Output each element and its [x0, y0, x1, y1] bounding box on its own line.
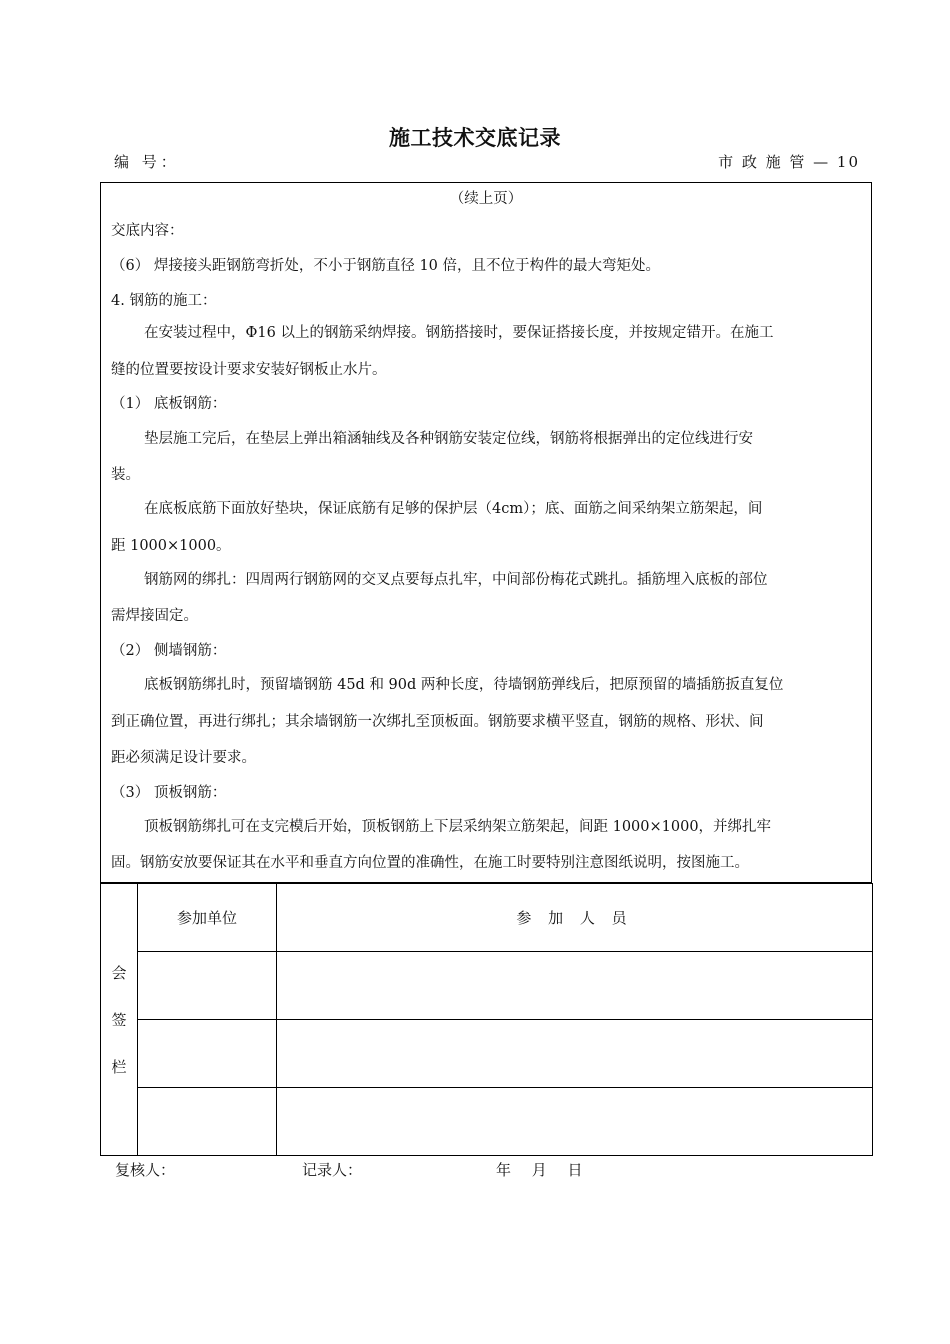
recorder-label: 记录人：	[302, 1161, 363, 1179]
content-line: 固。钢筋安放要保证其在水平和垂直方向位置的准确性，在施工时要特别注意图纸说明，按图施工。	[111, 855, 749, 871]
subsection-heading: （1） 底板钢筋：	[111, 396, 227, 412]
unit-cell[interactable]	[138, 1088, 277, 1156]
content-line: 距 1000×1000。	[111, 538, 231, 554]
unit-cell[interactable]	[138, 952, 277, 1020]
content-line: （6） 焊接接头距钢筋弯折处，不小于钢筋直径 10 倍，且不位于构件的最大弯矩处。	[111, 258, 661, 274]
continued-note: （续上页）	[449, 191, 523, 207]
briefing-content-box	[100, 182, 872, 883]
people-cell[interactable]	[277, 952, 873, 1020]
signature-table	[100, 883, 873, 1156]
participants-header-text: 参 加 人 员	[516, 909, 633, 927]
content-line: 缝的位置要按设计要求安装好钢板止水片。	[111, 362, 387, 378]
countersign-char: 栏	[111, 1058, 127, 1076]
content-line: 垫层施工完后，在垫层上弹出箱涵轴线及各种钢筋安装定位线，钢筋将根据弹出的定位线进行安	[144, 431, 753, 447]
content-line: 在安装过程中，Φ16 以上的钢筋采纳焊接。钢筋搭接时，要保证搭接长度，并按规定错开。在施工	[144, 325, 774, 341]
reviewer-label: 复核人：	[115, 1161, 176, 1179]
document-title: 施工技术交底记录	[389, 125, 561, 150]
countersign-char: 签	[111, 1011, 127, 1029]
content-line: 需焊接固定。	[111, 608, 198, 624]
content-line: 在底板底筋下面放好垫块，保证底筋有足够的保护层（4cm）；底、面筋之间采纳架立筋架起，间	[144, 501, 763, 517]
content-line: 顶板钢筋绑扎可在支完模后开始，顶板钢筋上下层采纳架立筋架起，间距 1000×1000，并绑扎牢	[144, 819, 772, 835]
content-line: 距必须满足设计要求。	[111, 750, 256, 766]
serial-number-label: 编 号：	[114, 153, 180, 171]
subsection-heading: （2） 侧墙钢筋：	[111, 643, 227, 659]
date-label: 年 月 日	[496, 1161, 583, 1179]
content-line: 底板钢筋绑扎时，预留墙钢筋 45d 和 90d 两种长度，待墙钢筋弹线后，把原预留的墙插筋扳直复位	[144, 677, 784, 693]
unit-cell[interactable]	[138, 1020, 277, 1088]
content-line: 钢筋网的绑扎：四周两行钢筋网的交叉点要每点扎牢，中间部份梅花式跳扎。插筋埋入底板的部位	[144, 572, 768, 588]
countersign-column	[101, 884, 138, 1156]
section-heading: 4. 钢筋的施工：	[111, 293, 217, 309]
subsection-heading: （3） 顶板钢筋：	[111, 785, 227, 801]
content-line: 到正确位置，再进行绑扎；其余墙钢筋一次绑扎至顶板面。钢筋要求横平竖直，钢筋的规格、形状、间	[111, 714, 764, 730]
people-cell[interactable]	[277, 1020, 873, 1088]
countersign-char: 会	[111, 964, 127, 982]
form-code: 市 政 施 管 — 10	[718, 153, 860, 171]
content-heading: 交底内容：	[111, 223, 184, 239]
participants-header	[277, 884, 873, 952]
content-line: 装。	[111, 467, 140, 483]
participating-unit-header: 参加单位	[138, 884, 277, 952]
people-cell[interactable]	[277, 1088, 873, 1156]
